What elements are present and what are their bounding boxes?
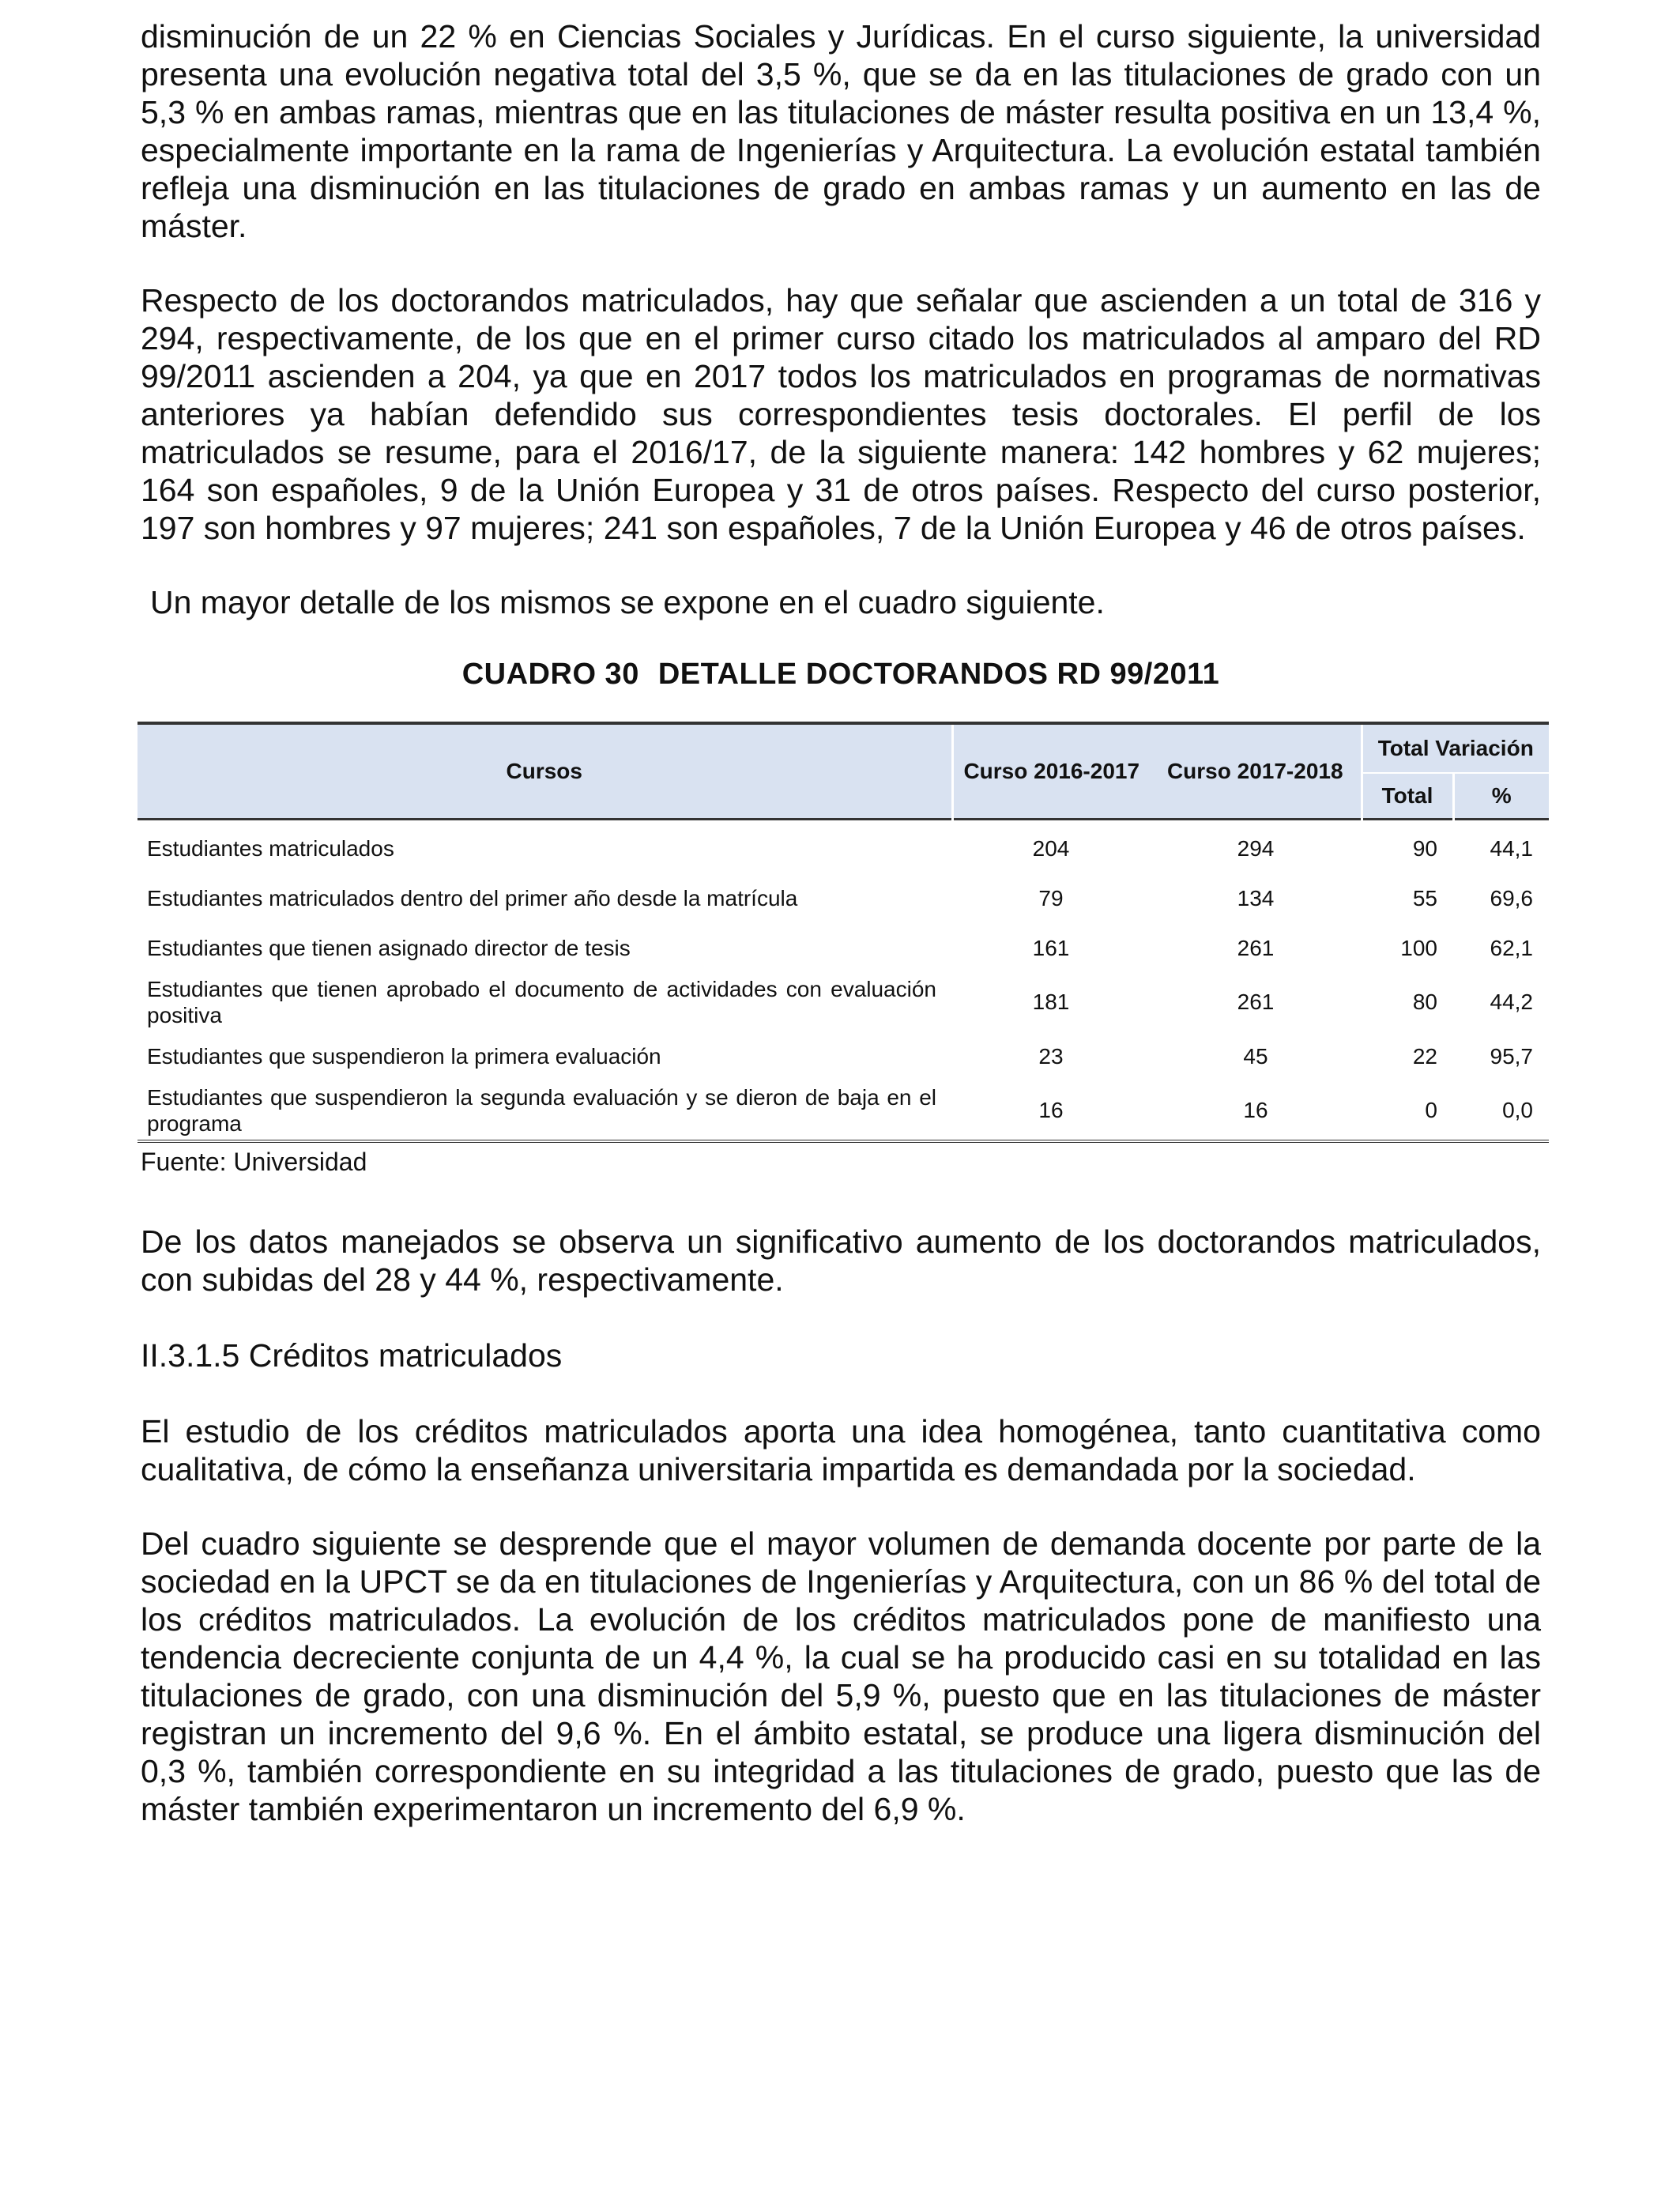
cell-total: 22 <box>1412 1043 1437 1069</box>
table-row <box>137 820 1549 874</box>
cell-total: 80 <box>1412 990 1437 1014</box>
row-label: Estudiantes que suspendieron la primera evaluación <box>147 1044 661 1069</box>
header-total-variacion: Total Variación <box>1362 723 1549 773</box>
cell-percent: 95,7 <box>1490 1043 1533 1069</box>
paragraph-creditos-detail: Del cuadro siguiente se desprende que el mayor volumen de demanda docente por parte de la sociedad en la UPCT se da en titulaciones de Ingenierías y Arquitectura, con un 86 % del total de los créditos matriculados. La evolución de los créditos matriculados pone de manifiesto una tendencia decreciente conjunta de un 4,4 %, la cual se ha producido casi en su totalidad en las titulaciones de grado, con una disminución del 5,9 %, puesto que en las titulaciones de máster registran un incremento del 9,6 %. En el ámbito estatal, se produce una ligera disminución del 0,3 %, también correspondiente en su integridad a las titulaciones de grado, puesto que las de máster también experimentaron un incremento del 6,9 %. <box>141 1525 1541 1827</box>
cell-total: 100 <box>1400 935 1437 960</box>
section-heading: II.3.1.5 Créditos matriculados <box>141 1337 563 1374</box>
table-title <box>141 658 1541 692</box>
cell-percent: 44,2 <box>1490 990 1533 1014</box>
table-body <box>137 820 1549 1142</box>
cell-curso1: 16 <box>952 1081 1150 1141</box>
row-label: Estudiantes matriculados dentro del primer año desde la matrícula <box>147 886 798 910</box>
table-title-text: DETALLE DOCTORANDOS RD 99/2011 <box>657 658 1220 691</box>
doctorandos-table <box>137 722 1549 1143</box>
cell-curso2: 134 <box>1237 885 1275 910</box>
table-row <box>137 873 1549 923</box>
paragraph-doctorandos: Respecto de los doctorandos matriculados, hay que señalar que ascienden a un total de 316 y 294, respectivamente, de los que en el primer curso citado los matriculados al amparo del RD 99/2011 ascienden a 204, ya que en 2017 todos los matriculados en programas de normativas anteriores ya habían defendido sus correspondientes tesis doctorales. El perfil de los matriculados se resume, para el 2016/17, de la siguiente manera: 142 hombres y 62 mujeres; 164 son españoles, 9 de la Unión Europea y 31 de otros países. Respecto del curso posterior, 197 son hombres y 97 mujeres; 241 son españoles, 7 de la Unión Europea y 46 de otros países. <box>141 282 1541 546</box>
cell-curso1: 161 <box>1032 935 1070 960</box>
header-cursos: Cursos <box>137 723 952 820</box>
header-curso-2016-2017: Curso 2016-2017 <box>952 723 1150 820</box>
cell-percent: 44,1 <box>1490 835 1533 861</box>
paragraph-creditos-intro: El estudio de los créditos matriculados aporta una idea homogénea, tanto cuantitativa como cualitativa, de cómo la enseñanza universitaria impartida es demandada por la sociedad. <box>141 1413 1541 1487</box>
cell-curso2: 261 <box>1237 935 1275 960</box>
row-label: Estudiantes que tienen asignado director de tesis <box>147 936 631 960</box>
cell-curso1: 23 <box>1038 1043 1064 1069</box>
cell-curso1: 204 <box>1032 835 1070 861</box>
cell-total: 0 <box>1362 1081 1453 1141</box>
paragraph-table-intro: Un mayor detalle de los mismos se expone en el cuadro siguiente. <box>150 584 1105 620</box>
cell-curso2: 16 <box>1150 1081 1362 1141</box>
cell-curso1: 181 <box>1032 990 1070 1014</box>
paragraph-intro: disminución de un 22 % en Ciencias Sociales y Jurídicas. En el curso siguiente, la universidad presenta una evolución negativa total del 3,5 %, que se da en las titulaciones de grado con un 5,3 % en ambas ramas, mientras que en las titulaciones de máster resulta positiva en un 13,4 %, especialmente importante en la rama de Ingenierías y Arquitectura. La evolución estatal también refleja una disminución en las titulaciones de grado en ambas ramas y un aumento en las de máster. <box>141 18 1541 244</box>
header-percent: % <box>1453 773 1549 820</box>
header-curso-2017-2018: Curso 2017-2018 <box>1150 723 1362 820</box>
cell-curso1: 79 <box>1038 885 1064 910</box>
cell-curso2: 45 <box>1243 1043 1268 1069</box>
document-page <box>141 17 1541 1864</box>
table-row <box>137 923 1549 973</box>
table-source: Fuente: Universidad <box>141 1148 367 1176</box>
cell-total: 55 <box>1412 885 1437 910</box>
row-label: Estudiantes que suspendieron la segunda evaluación y se dieron de baja en el programa <box>137 1081 952 1141</box>
table-header-row <box>137 723 1549 773</box>
cell-curso2: 294 <box>1237 835 1275 861</box>
cell-percent: 62,1 <box>1490 935 1533 960</box>
cell-curso2: 261 <box>1237 990 1275 1014</box>
cell-percent: 0,0 <box>1453 1081 1549 1141</box>
table-title-number: CUADRO 30 <box>461 658 639 691</box>
table-row <box>137 1031 1549 1081</box>
paragraph-conclusion: De los datos manejados se observa un significativo aumento de los doctorandos matriculados, con subidas del 28 y 44 %, respectivamente. <box>141 1223 1541 1298</box>
table-row <box>137 973 1549 1031</box>
header-total: Total <box>1362 773 1453 820</box>
cell-total: 90 <box>1412 835 1437 861</box>
row-label: Estudiantes matriculados <box>147 836 394 861</box>
row-label: Estudiantes que tienen aprobado el documento de actividades con evaluación positiva <box>147 977 936 1027</box>
table-row <box>137 1081 1549 1141</box>
cell-percent: 69,6 <box>1490 885 1533 910</box>
